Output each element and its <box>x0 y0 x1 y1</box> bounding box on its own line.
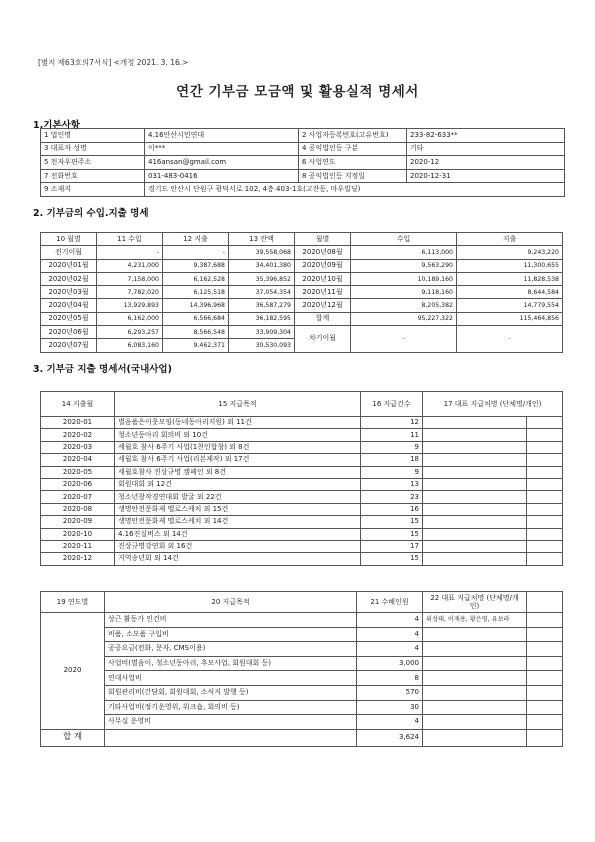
expense-row <box>41 516 563 528</box>
expense-cell: 9,387,688 <box>163 259 229 272</box>
purpose-cell: 세월호참사 진상규명 캠페인 외 8건 <box>115 466 361 478</box>
total-row <box>41 729 563 746</box>
recipient-cell <box>423 478 527 490</box>
extra-cell <box>527 700 563 715</box>
purpose-cell: 회원관리비(간담회, 회원대회, 소식지 발행 등) <box>105 685 357 700</box>
recipient-cell <box>423 417 527 429</box>
count-cell: 15 <box>361 553 423 565</box>
balance-cell: 30,530,093 <box>229 339 295 352</box>
total-value: 3,624 <box>357 729 423 746</box>
column-header: 12 지출 <box>163 233 229 246</box>
basic-info-row <box>41 156 565 170</box>
column-header: 월별 <box>295 233 351 246</box>
extra-cell <box>527 671 563 686</box>
form-number: [별지 제63호의7서식] <개정 2021. 3. 16.> <box>38 58 189 67</box>
column-header: 13 잔액 <box>229 233 295 246</box>
month-cell: 2020년08월 <box>295 246 351 259</box>
recipient-cell <box>423 656 527 671</box>
month-cell: 2020년02월 <box>41 272 97 285</box>
income-cell: 8,205,382 <box>351 299 457 312</box>
recipient-cell <box>423 540 527 552</box>
basic-info-table <box>40 128 565 197</box>
expense-row <box>41 553 563 565</box>
month-cell: 2020-02 <box>41 429 115 441</box>
carry-forward-expense: - <box>457 326 563 353</box>
beneficiary-cell: 570 <box>357 685 423 700</box>
income-expense-table <box>40 232 563 353</box>
expense-row <box>41 441 563 453</box>
recipient-cell <box>423 429 527 441</box>
month-cell: 합계 <box>295 312 351 325</box>
purpose-cell: 기타사업비(정기운영위, 워크숍, 회의비 등) <box>105 700 357 715</box>
count-cell: 12 <box>361 417 423 429</box>
expense-row <box>41 478 563 490</box>
purpose-cell: 별음품은이웃모임(동네동아리지원) 외 11건 <box>115 417 361 429</box>
field-value: 233-82-633** <box>407 129 565 143</box>
extra-cell <box>527 466 563 478</box>
recipient-cell <box>423 627 527 642</box>
balance-cell: 36,587,279 <box>229 299 295 312</box>
expense-cell: 6,125,518 <box>163 286 229 299</box>
extra-cell <box>527 540 563 552</box>
total-label: 합 계 <box>41 729 105 746</box>
expense-row <box>41 540 563 552</box>
purpose-cell: 4.16진실버스 외 14건 <box>115 528 361 540</box>
col-beneficiaries: 21 수혜인원 <box>357 592 423 613</box>
month-cell: 2020년05월 <box>41 312 97 325</box>
month-cell: 2020-10 <box>41 528 115 540</box>
yearly-expense-row <box>41 671 563 686</box>
extra-cell <box>527 441 563 453</box>
yearly-expense-row <box>41 700 563 715</box>
expense-row <box>41 466 563 478</box>
extra-cell <box>527 516 563 528</box>
extra-cell <box>527 454 563 466</box>
income-cell: 6,083,160 <box>97 339 163 352</box>
field-value: 이*** <box>145 142 299 156</box>
purpose-cell: 공공요금(전화, 문자, CMS이용) <box>105 642 357 657</box>
count-cell: 17 <box>361 540 423 552</box>
count-cell: 9 <box>361 441 423 453</box>
field-value: 4.16안산시민연대 <box>145 129 299 143</box>
income-expense-row <box>41 272 563 285</box>
field-label: 6 사업연도 <box>299 156 407 170</box>
extra-cell <box>527 528 563 540</box>
purpose-cell: 청소년동아리 회의비 외 10건 <box>115 429 361 441</box>
purpose-cell: 지역송년회 외 14건 <box>115 553 361 565</box>
field-value: 2020-12 <box>407 156 565 170</box>
month-cell: 2020년09월 <box>295 259 351 272</box>
month-cell: 2020-05 <box>41 466 115 478</box>
expense-cell: 14,779,554 <box>457 299 563 312</box>
recipient-cell <box>423 516 527 528</box>
month-cell: 2020년10월 <box>295 272 351 285</box>
recipient-cell <box>423 685 527 700</box>
beneficiary-cell: 30 <box>357 700 423 715</box>
column-header: 수입 <box>351 233 457 246</box>
col-purpose-yearly: 20 지급목적 <box>105 592 357 613</box>
count-cell: 15 <box>361 528 423 540</box>
yearly-expense-row <box>41 656 563 671</box>
expense-cell: 6,162,528 <box>163 272 229 285</box>
field-label: 7 전화번호 <box>41 169 145 183</box>
count-cell: 11 <box>361 429 423 441</box>
expense-row <box>41 528 563 540</box>
month-cell: 2020년12월 <box>295 299 351 312</box>
extra-cell <box>527 613 563 628</box>
balance-cell: 36,182,595 <box>229 312 295 325</box>
month-cell: 2020-03 <box>41 441 115 453</box>
recipient-cell <box>423 441 527 453</box>
carry-forward-income: - <box>351 326 457 353</box>
recipient-cell <box>423 671 527 686</box>
recipient-cell <box>423 466 527 478</box>
month-cell: 2020-01 <box>41 417 115 429</box>
yearly-expense-row <box>41 627 563 642</box>
purpose-cell: 생명안전문화제 멜로스케치 외 15건 <box>115 503 361 515</box>
extra-cell <box>527 627 563 642</box>
beneficiary-cell: 4 <box>357 715 423 730</box>
month-cell: 2020-09 <box>41 516 115 528</box>
expense-cell: 11,828,538 <box>457 272 563 285</box>
expense-row <box>41 454 563 466</box>
yearly-expense-row <box>41 613 563 628</box>
income-expense-row <box>41 326 563 339</box>
month-cell: 2020-11 <box>41 540 115 552</box>
income-cell: 95,227,322 <box>351 312 457 325</box>
month-cell: 2020-12 <box>41 553 115 565</box>
document-title: 연간 기부금 모금액 및 활용실적 명세서 <box>176 84 419 100</box>
count-cell: 15 <box>361 516 423 528</box>
expense-row <box>41 417 563 429</box>
column-header: 10 월별 <box>41 233 97 246</box>
month-cell: 2020-06 <box>41 478 115 490</box>
income-cell: - <box>97 246 163 259</box>
beneficiary-cell: 4 <box>357 642 423 657</box>
extra-cell <box>527 642 563 657</box>
count-cell: 18 <box>361 454 423 466</box>
expense-detail-header <box>41 392 563 417</box>
balance-cell: 37,054,354 <box>229 286 295 299</box>
expense-row <box>41 491 563 503</box>
recipient-cell <box>423 503 527 515</box>
field-label: 2 사업자등록번호(고유번호) <box>299 129 407 143</box>
field-value: 416ansan@gmail.com <box>145 156 299 170</box>
field-value: 031-483-0416 <box>145 169 299 183</box>
income-cell: 13,929,893 <box>97 299 163 312</box>
field-label: 3 대표자 성명 <box>41 142 145 156</box>
field-label: 1 법인명 <box>41 129 145 143</box>
expense-row <box>41 429 563 441</box>
purpose-cell: 연대사업비 <box>105 671 357 686</box>
yearly-expense-table <box>40 591 563 747</box>
recipient-cell <box>423 454 527 466</box>
income-expense-row <box>41 299 563 312</box>
expense-cell: 6,566,684 <box>163 312 229 325</box>
beneficiary-cell: 8 <box>357 671 423 686</box>
month-cell: 전기이월 <box>41 246 97 259</box>
field-value: 2020-12-31 <box>407 169 565 183</box>
purpose-cell: 사업비(별음이, 청소년동아리, 추모사업, 회원대회 등) <box>105 656 357 671</box>
month-cell: 2020년01월 <box>41 259 97 272</box>
expense-detail-table <box>40 391 563 566</box>
income-expense-header <box>41 233 563 246</box>
count-cell: 16 <box>361 503 423 515</box>
expense-cell: - <box>163 246 229 259</box>
purpose-cell: 회원대회 외 12건 <box>115 478 361 490</box>
income-cell: 6,162,000 <box>97 312 163 325</box>
extra-cell <box>527 656 563 671</box>
extra-cell <box>527 429 563 441</box>
section1-title: 1.기본사항 <box>33 120 80 131</box>
yearly-expense-row <box>41 715 563 730</box>
balance-cell: 34,401,380 <box>229 259 295 272</box>
income-cell: 6,113,000 <box>351 246 457 259</box>
balance-cell: 39,558,068 <box>229 246 295 259</box>
col-recipient: 17 대표 지급처명 (단체명/개인) <box>423 392 563 417</box>
income-expense-row <box>41 246 563 259</box>
beneficiary-cell: 4 <box>357 613 423 628</box>
income-cell: 7,158,000 <box>97 272 163 285</box>
column-header: 11 수입 <box>97 233 163 246</box>
extra-cell <box>527 553 563 565</box>
month-cell: 2020년03월 <box>41 286 97 299</box>
section2-title: 2. 기부금의 수입.지출 명세 <box>33 208 149 219</box>
recipient-cell <box>423 642 527 657</box>
balance-cell: 33,909,304 <box>229 326 295 339</box>
purpose-cell: 청소년창작경연대회 발굴 외 22건 <box>115 491 361 503</box>
purpose-cell: 생명안전문화제 멜로스케치 외 14건 <box>115 516 361 528</box>
count-cell: 9 <box>361 466 423 478</box>
expense-cell: 14,396,968 <box>163 299 229 312</box>
income-expense-row <box>41 259 563 272</box>
income-cell: 10,189,160 <box>351 272 457 285</box>
recipient-cell <box>423 700 527 715</box>
purpose-cell: 상근 활동가 인건비 <box>105 613 357 628</box>
year-cell: 2020 <box>41 613 105 730</box>
income-expense-row <box>41 312 563 325</box>
income-cell: 9,563,290 <box>351 259 457 272</box>
extra-cell <box>527 417 563 429</box>
income-cell: 9,118,160 <box>351 286 457 299</box>
field-label: 8 공익법인등 지정일 <box>299 169 407 183</box>
col-year: 19 연도별 <box>41 592 105 613</box>
recipient-cell <box>423 715 527 730</box>
carry-forward-label: 차기이월 <box>295 326 351 353</box>
col-rep-recipient: 22 대표 지급처명 (단체명/개인) <box>423 592 527 613</box>
field-label: 5 전자우편주소 <box>41 156 145 170</box>
expense-cell: 115,464,856 <box>457 312 563 325</box>
field-value: 기타 <box>407 142 565 156</box>
purpose-cell: 세월호 참사 6주기 사업(1천인합창) 외 8건 <box>115 441 361 453</box>
purpose-cell: 비품, 소모품 구입비 <box>105 627 357 642</box>
basic-info-row <box>41 129 565 143</box>
income-cell: 7,782,020 <box>97 286 163 299</box>
col-count: 16 지급건수 <box>361 392 423 417</box>
yearly-expense-row <box>41 685 563 700</box>
expense-cell: 11,300,655 <box>457 259 563 272</box>
month-cell: 2020년07월 <box>41 339 97 352</box>
col-purpose: 15 지급목적 <box>115 392 361 417</box>
extra-cell <box>527 491 563 503</box>
count-cell: 13 <box>361 478 423 490</box>
month-cell: 2020년11월 <box>295 286 351 299</box>
income-cell: 4,231,000 <box>97 259 163 272</box>
recipient-cell <box>423 553 527 565</box>
beneficiary-cell: 3,000 <box>357 656 423 671</box>
column-header: 지출 <box>457 233 563 246</box>
purpose-cell: 세월호 참사 6주기 사업(리본제작) 외 17건 <box>115 454 361 466</box>
expense-cell: 8,644,584 <box>457 286 563 299</box>
extra-cell <box>527 685 563 700</box>
extra-cell <box>527 478 563 490</box>
purpose-cell: 사무실 운영비 <box>105 715 357 730</box>
expense-cell: 9,462,371 <box>163 339 229 352</box>
month-cell: 2020-07 <box>41 491 115 503</box>
purpose-cell: 진상규명강연회 외 16건 <box>115 540 361 552</box>
yearly-expense-row <box>41 642 563 657</box>
month-cell: 2020년04월 <box>41 299 97 312</box>
extra-cell <box>527 715 563 730</box>
section3-title: 3. 기부금 지출 명세서(국내사업) <box>33 364 172 375</box>
expense-row <box>41 503 563 515</box>
month-cell: 2020년06월 <box>41 326 97 339</box>
recipient-cell <box>423 528 527 540</box>
basic-info-row <box>41 142 565 156</box>
address-value: 경기도 안산시 단원구 광덕서로 102, 4층 403-1호(고잔동, 마우빌딩) <box>145 183 565 197</box>
beneficiary-cell: 4 <box>357 627 423 642</box>
field-label: 4 공익법인등 구분 <box>299 142 407 156</box>
col-month: 14 지출월 <box>41 392 115 417</box>
income-expense-row <box>41 286 563 299</box>
count-cell: 23 <box>361 491 423 503</box>
extra-cell <box>527 503 563 515</box>
expense-cell: 9,243,220 <box>457 246 563 259</box>
basic-info-row <box>41 169 565 183</box>
address-row <box>41 183 565 197</box>
recipient-cell: 위성태, 이재용, 황은영, 유보라 <box>423 613 527 628</box>
month-cell: 2020-04 <box>41 454 115 466</box>
yearly-expense-header <box>41 592 563 613</box>
expense-cell: 8,566,548 <box>163 326 229 339</box>
balance-cell: 35,396,852 <box>229 272 295 285</box>
month-cell: 2020-08 <box>41 503 115 515</box>
recipient-cell <box>423 491 527 503</box>
income-cell: 6,293,257 <box>97 326 163 339</box>
address-label: 9 소재지 <box>41 183 145 197</box>
